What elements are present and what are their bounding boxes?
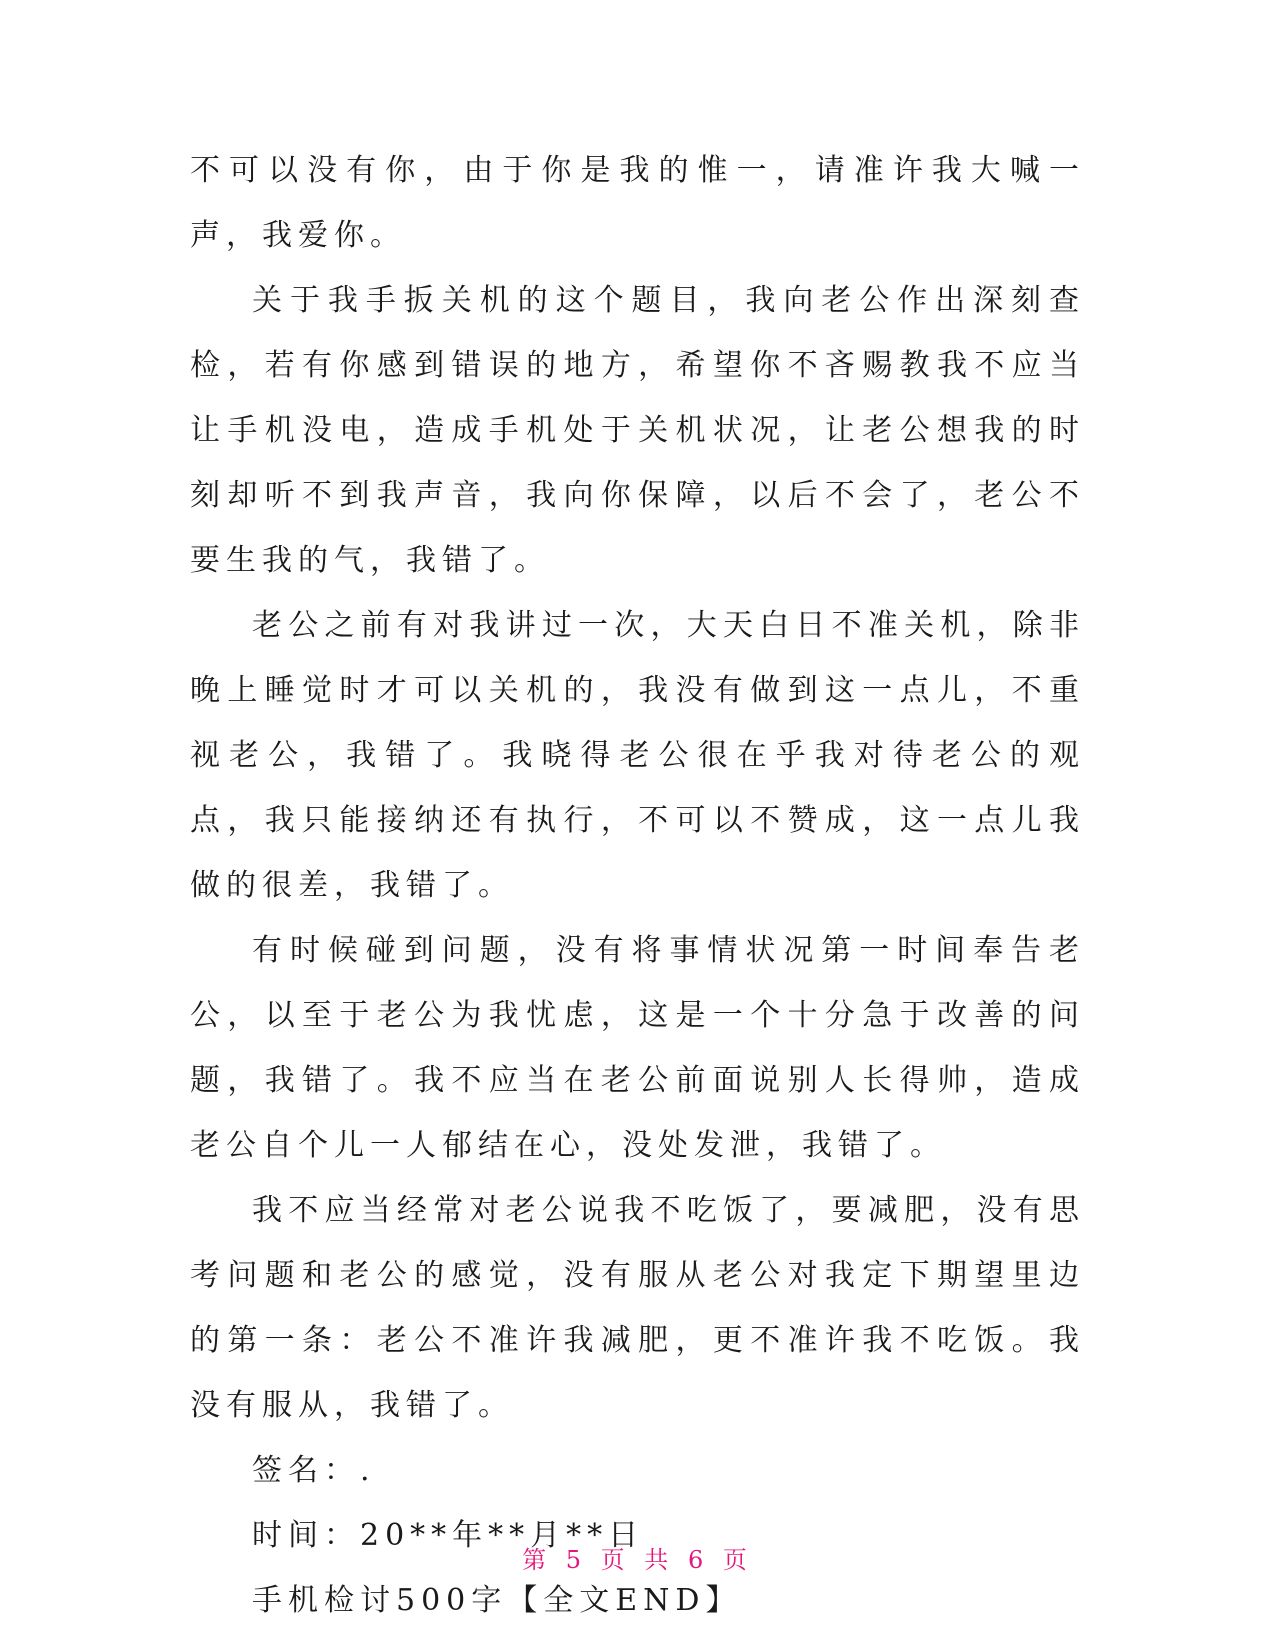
page-number-footer: 第 5 页 共 6 页 — [522, 1546, 753, 1574]
paragraph-1: 不可以没有你，由于你是我的惟一，请准许我大喊一声，我爱你。 — [190, 153, 1085, 253]
paragraph-4: 有时候碰到问题，没有将事情状况第一时间奉告老公，以至于老公为我忧虑，这是一个十分急于改善的问题，我错了。我不应当在老公前面说别人长得帅，造成老公自个儿一人郁结在心，没处发泄，我错了。 — [190, 933, 1085, 1163]
date-line: 时间：20**年**月**日 — [252, 1518, 645, 1553]
paragraph-2: 关于我手扳关机的这个题目，我向老公作出深刻查检，若有你感到错误的地方，希望你不吝赐教我不应当让手机没电，造成手机处于关机状况，让老公想我的时刻却听不到我声音，我向你保障，以后不会了，老公不要生我的气，我错了。 — [190, 283, 1085, 578]
closing-line: 手机检讨500字【全文END】 — [252, 1583, 742, 1618]
document-body — [190, 138, 1085, 1633]
signature-line: 签名：. — [252, 1453, 376, 1488]
paragraph-3: 老公之前有对我讲过一次，大天白日不准关机，除非晚上睡觉时才可以关机的，我没有做到这一点儿，不重视老公，我错了。我晓得老公很在乎我对待老公的观点，我只能接纳还有执行，不可以不赞成，这一点儿我做的很差，我错了。 — [190, 608, 1085, 903]
paragraph-5: 我不应当经常对老公说我不吃饭了，要减肥，没有思考问题和老公的感觉，没有服从老公对我定下期望里边的第一条：老公不准许我减肥，更不准许我不吃饭。我没有服从，我错了。 — [190, 1193, 1085, 1423]
